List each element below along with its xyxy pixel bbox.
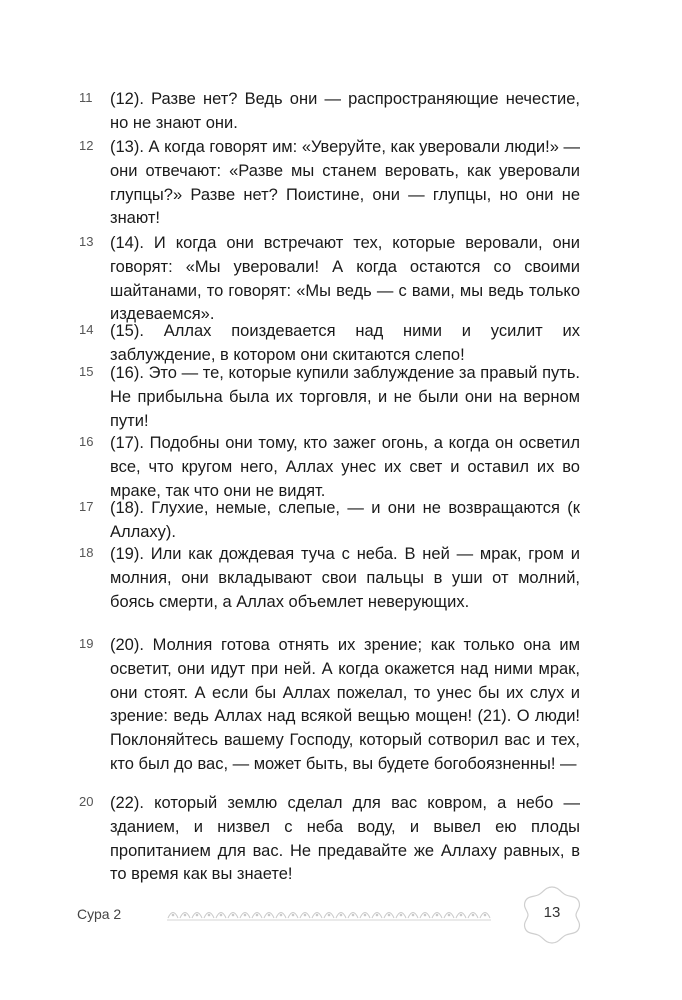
verse-text: (16). Это — те, которые купили заблуждение за правый путь. Не прибыльна была их торговля, и не были они на верном пути! <box>110 364 580 430</box>
verse-number: 16 <box>79 434 94 449</box>
verse-text: (12). Разве нет? Ведь они — распространяющие нечестие, но не знают они. <box>110 90 580 132</box>
verse-text: (22). который землю сделал для вас ковром, а небо — зданием, и низвел с неба воду, и вывел ею плоды пропитанием для вас. Не предавайте же Аллаху равных, в то время как вы знаете! <box>110 794 580 884</box>
verse-text: (18). Глухие, немые, слепые, — и они не возвращаются (к Аллаху). <box>110 499 580 541</box>
verse-number: 11 <box>79 90 93 105</box>
verse-number: 19 <box>79 636 94 651</box>
verse-number: 13 <box>79 234 94 249</box>
verse-number: 15 <box>79 364 94 379</box>
page-number: 13 <box>543 904 561 921</box>
verse-number: 14 <box>79 322 94 337</box>
verse-text: (14). И когда они встречают тех, которые веровали, они говорят: «Мы уверовали! А когда остаются со своими шайтанами, то говорят: «Мы ведь — с вами, мы ведь только издеваемся». <box>110 234 580 324</box>
verse-text: (20). Молния готова отнять их зрение; как только она им осветит, они идут при ней. А когда окажется над ними мрак, они стоят. А если бы Аллах пожелал, то унес бы их слух и зрение: ведь Аллах над всякой вещью мощен! (21). О люди! Поклоняйтесь вашему Господу, который сотворил вас и тех, кто был до вас, — может быть, вы будете богобоязненны! — <box>110 636 580 773</box>
verse-number: 12 <box>79 138 94 153</box>
decorative-ornament-border <box>167 906 491 922</box>
verse-text: (15). Аллах поиздевается над ними и усилит их заблуждение, в котором они скитаются слепо! <box>110 322 580 364</box>
verse-number: 17 <box>79 499 94 514</box>
verse-text: (13). А когда говорят им: «Уверуйте, как уверовали люди!» — они отвечают: «Разве мы станем веровать, как уверовали глупцы?» Разве нет? Поистине, они — глупцы, но они не знают! <box>110 138 580 228</box>
running-footer-section: Сура 2 <box>77 906 122 922</box>
verse-number: 18 <box>79 545 94 560</box>
verse-number: 20 <box>79 794 94 809</box>
verse-text: (17). Подобны они тому, кто зажег огонь, а когда он осветил все, что кругом него, Аллах унес их свет и оставил их во мраке, так что они не видят. <box>110 434 580 500</box>
verse-text: (19). Или как дождевая туча с неба. В ней — мрак, гром и молния, они вкладывают свои пальцы в уши от молний, боясь смерти, а Аллах объемлет неверующих. <box>110 545 580 611</box>
